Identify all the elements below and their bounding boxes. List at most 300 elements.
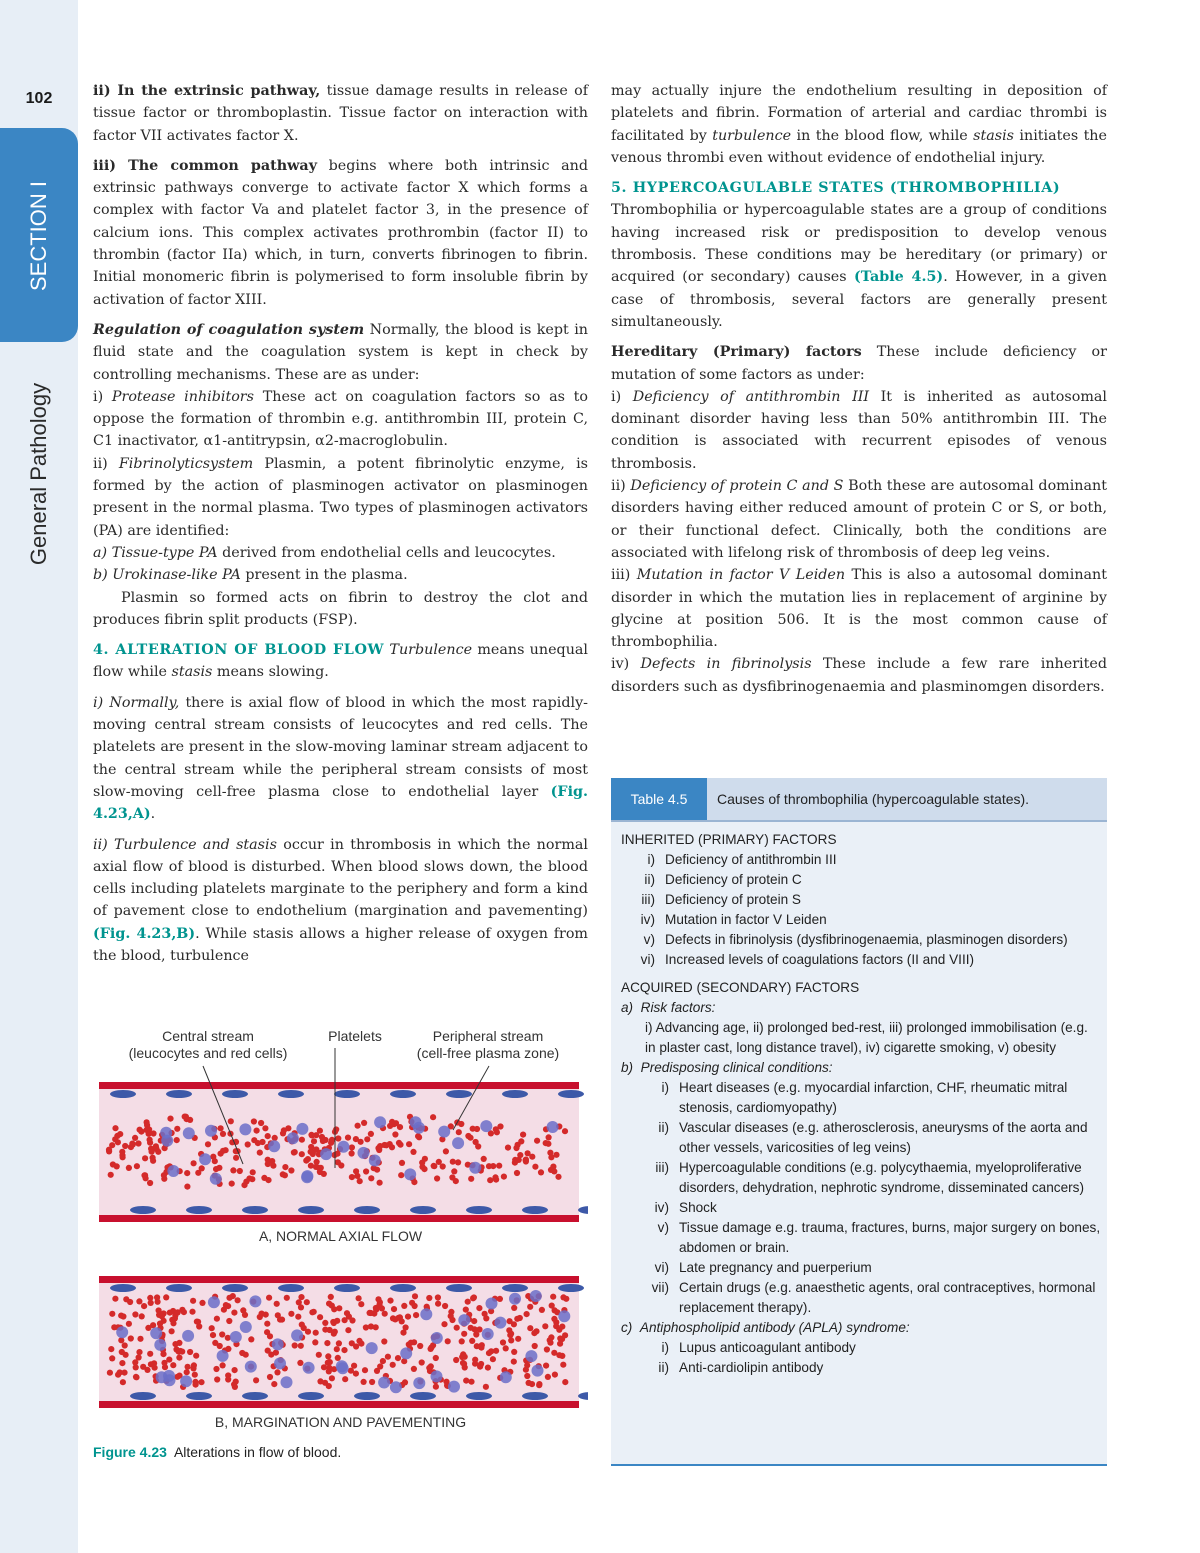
leucocyte: [291, 1329, 303, 1341]
leucocyte: [210, 1173, 222, 1185]
red-cell: [505, 1145, 511, 1151]
red-cell: [259, 1139, 265, 1145]
vessel-b-wall-top: [99, 1276, 579, 1283]
text: there is axial flow of blood in which the most rapidly-moving central stream consists of leucocytes and red cells. The platelets are present in the slow-moving laminar stream adjacent to the central stream while the peripheral stream consists of most slow-moving cell-free plasma close to endothelial layer: [93, 694, 588, 800]
leucocyte: [199, 1153, 211, 1165]
apla-list: [621, 1338, 1101, 1378]
leucocyte: [281, 1376, 293, 1388]
red-cell: [254, 1128, 260, 1134]
inherited-list: [621, 850, 1101, 970]
red-cell: [349, 1317, 355, 1323]
red-cell: [181, 1309, 187, 1315]
red-cell: [456, 1129, 462, 1135]
red-cell: [416, 1134, 422, 1140]
leucocyte: [336, 1360, 348, 1372]
lead: ii) In the extrinsic pathway,: [93, 83, 321, 99]
red-cell: [451, 1168, 457, 1174]
red-cell: [560, 1362, 566, 1368]
endothelial-cell: [466, 1392, 492, 1400]
red-cell: [492, 1174, 498, 1180]
leucocyte: [182, 1330, 194, 1342]
leucocyte: [404, 1168, 416, 1180]
figure-caption: [93, 1444, 341, 1460]
red-cell: [148, 1361, 154, 1367]
part-label: General Pathology: [26, 382, 51, 566]
red-cell: [487, 1177, 493, 1183]
leucocyte: [205, 1125, 217, 1137]
red-cell: [458, 1121, 464, 1127]
lead: Mutation in factor V Leiden: [636, 567, 846, 584]
red-cell: [150, 1130, 156, 1136]
red-cell: [185, 1364, 191, 1370]
red-cell: [114, 1133, 120, 1139]
endothelial-cell: [222, 1090, 248, 1098]
red-cell: [108, 1172, 114, 1178]
predisposing-item: [621, 1198, 1101, 1218]
red-cell: [317, 1314, 323, 1320]
item-number: ii): [658, 1360, 669, 1375]
red-cell: [114, 1163, 120, 1169]
red-cell: [356, 1295, 362, 1301]
figure-ref[interactable]: (Fig. 4.23,A): [93, 783, 588, 823]
red-cell: [322, 1327, 328, 1333]
red-cell: [338, 1162, 344, 1168]
red-cell: [375, 1296, 381, 1302]
red-cell: [552, 1372, 558, 1378]
table-header: [611, 778, 1107, 822]
red-cell: [257, 1150, 263, 1156]
red-cell: [316, 1352, 322, 1358]
endothelial-cell: [558, 1284, 584, 1292]
red-cell: [321, 1364, 327, 1370]
red-cell: [524, 1311, 530, 1317]
lead: Turbulence: [389, 642, 473, 659]
apla-heading: [621, 1318, 1101, 1338]
red-cell: [349, 1174, 355, 1180]
red-cell: [326, 1383, 332, 1389]
paragraph-continued: [611, 80, 1107, 169]
page-number: 102: [25, 90, 53, 107]
red-cell: [428, 1346, 434, 1352]
red-cell: [198, 1379, 204, 1385]
red-cell: [184, 1170, 190, 1176]
red-cell: [174, 1126, 180, 1132]
paragraph-factor-v: [611, 564, 1107, 653]
red-cell: [536, 1382, 542, 1388]
red-cell: [228, 1118, 234, 1124]
item-text: Anti-cardiolipin antibody: [679, 1360, 824, 1375]
red-cell: [508, 1337, 514, 1343]
figure-ref[interactable]: (Fig. 4.23,B): [93, 925, 196, 942]
red-cell: [282, 1164, 288, 1170]
red-cell: [311, 1138, 317, 1144]
item-text: Defects in fibrinolysis (dysfibrinogenaemia, plasminogen disorders): [665, 932, 1068, 947]
red-cell: [328, 1140, 334, 1146]
red-cell: [503, 1345, 509, 1351]
item-text: Tissue damage e.g. trauma, fractures, burns, major surgery on bones, abdomen or brain.: [679, 1220, 1101, 1255]
subheading: Risk factors:: [640, 1000, 716, 1015]
endothelial-cell: [502, 1284, 528, 1292]
red-cell: [141, 1303, 147, 1309]
red-cell: [309, 1309, 315, 1315]
item-text: Certain drugs (e.g. anaesthetic agents, oral contraceptives, hormonal replacement therapy).: [679, 1280, 1096, 1315]
num: i): [93, 388, 112, 405]
term: turbulence: [712, 127, 792, 144]
red-cell: [385, 1354, 391, 1360]
red-cell: [129, 1141, 135, 1147]
red-cell: [419, 1164, 425, 1170]
red-cell: [298, 1294, 304, 1300]
red-cell: [269, 1158, 275, 1164]
red-cell: [351, 1363, 357, 1369]
red-cell: [263, 1312, 269, 1318]
red-cell: [395, 1355, 401, 1361]
predisposing-item: [621, 1118, 1101, 1158]
leucocyte: [410, 1116, 422, 1128]
paragraph-fibrinolysis: [611, 653, 1107, 698]
leucocyte: [249, 1295, 261, 1307]
red-cell: [288, 1311, 294, 1317]
red-cell: [532, 1164, 538, 1170]
red-cell: [563, 1296, 569, 1302]
item-number: iii): [655, 1160, 669, 1175]
red-cell: [496, 1163, 502, 1169]
red-cell: [331, 1306, 337, 1312]
endothelial-cell: [390, 1284, 416, 1292]
red-cell: [544, 1346, 550, 1352]
paragraph-regulation: [93, 319, 588, 386]
red-cell: [326, 1301, 332, 1307]
figure-label: Figure 4.23: [93, 1444, 167, 1460]
red-cell: [216, 1165, 222, 1171]
red-cell: [435, 1294, 441, 1300]
leucocyte: [164, 1374, 176, 1386]
leucocyte: [458, 1314, 470, 1326]
red-cell: [562, 1128, 568, 1134]
red-cell: [308, 1144, 314, 1150]
table-body: [621, 830, 1101, 1378]
endothelial-cell: [446, 1284, 472, 1292]
lead: Deficiency of antithrombin III: [632, 388, 870, 405]
leucocyte: [431, 1332, 443, 1344]
item-text: Deficiency of protein S: [665, 892, 802, 907]
red-cell: [330, 1319, 336, 1325]
leucocyte: [420, 1308, 432, 1320]
predisposing-item: [621, 1078, 1101, 1118]
red-cell: [147, 1180, 153, 1186]
paragraph-extrinsic: [93, 80, 588, 147]
leucocyte: [438, 1126, 450, 1138]
num: iii): [611, 567, 637, 584]
red-cell: [220, 1148, 226, 1154]
red-cell: [341, 1347, 347, 1353]
endothelial-cell: [446, 1090, 472, 1098]
leucocyte: [183, 1127, 195, 1139]
predisposing-list: [621, 1078, 1101, 1318]
inherited-item: [621, 890, 1101, 910]
red-cell: [450, 1159, 456, 1165]
item-text: Shock: [679, 1200, 717, 1215]
red-cell: [163, 1294, 169, 1300]
red-cell: [551, 1316, 557, 1322]
leucocyte: [296, 1123, 308, 1135]
red-cell: [195, 1170, 201, 1176]
text: These include deficiency or mutation of some factors as under:: [611, 344, 1107, 383]
leucocyte: [480, 1120, 492, 1132]
endothelial-cell: [390, 1090, 416, 1098]
red-cell: [345, 1327, 351, 1333]
item-number: vii): [651, 1280, 669, 1295]
red-cell: [299, 1322, 305, 1328]
red-cell: [363, 1168, 369, 1174]
red-cell: [183, 1114, 189, 1120]
endothelial-cell: [522, 1392, 548, 1400]
predisposing-item: [621, 1258, 1101, 1278]
leucocyte: [558, 1310, 570, 1322]
red-cell: [223, 1302, 229, 1308]
red-cell: [520, 1132, 526, 1138]
red-cell: [441, 1321, 447, 1327]
table-bottom-rule: [611, 1464, 1107, 1466]
text: tissue damage results in release of tissue factor or thromboplastin. Tissue factor on interaction with factor VII activates factor X.: [93, 83, 589, 144]
red-cell: [312, 1339, 318, 1345]
red-cell: [413, 1312, 419, 1318]
red-cell: [232, 1367, 238, 1373]
red-cell: [187, 1349, 193, 1355]
red-cell: [555, 1174, 561, 1180]
red-cell: [533, 1328, 539, 1334]
red-cell: [179, 1349, 185, 1355]
red-cell: [128, 1335, 134, 1341]
paragraph-fibrinolytic: [93, 453, 588, 542]
red-cell: [512, 1157, 518, 1163]
red-cell: [361, 1120, 367, 1126]
red-cell: [445, 1338, 451, 1344]
inherited-heading: INHERITED (PRIMARY) FACTORS: [621, 832, 837, 847]
red-cell: [551, 1168, 557, 1174]
leucocyte: [272, 1338, 284, 1350]
red-cell: [149, 1149, 155, 1155]
red-cell: [267, 1374, 273, 1380]
leucocyte: [378, 1377, 390, 1389]
red-cell: [342, 1317, 348, 1323]
red-cell: [556, 1352, 562, 1358]
red-cell: [547, 1340, 553, 1346]
red-cell: [527, 1325, 533, 1331]
red-cell: [160, 1351, 166, 1357]
leucocyte: [268, 1140, 280, 1152]
red-cell: [271, 1381, 277, 1387]
vessel-a-wall-top: [99, 1082, 579, 1089]
red-cell: [431, 1163, 437, 1169]
leucocyte: [239, 1123, 251, 1135]
leucocyte: [448, 1381, 460, 1393]
red-cell: [532, 1343, 538, 1349]
red-cell: [140, 1364, 146, 1370]
red-cell: [295, 1314, 301, 1320]
red-cell: [471, 1294, 477, 1300]
num: i): [93, 694, 110, 711]
red-cell: [150, 1158, 156, 1164]
red-cell: [543, 1363, 549, 1369]
paragraph-hereditary: [611, 341, 1107, 386]
red-cell: [136, 1298, 142, 1304]
red-cell: [205, 1141, 211, 1147]
red-cell: [172, 1341, 178, 1347]
red-cell: [326, 1365, 332, 1371]
red-cell: [192, 1372, 198, 1378]
leucocyte: [150, 1327, 162, 1339]
text: means slowing.: [212, 664, 329, 681]
red-cell: [335, 1135, 341, 1141]
red-cell: [392, 1131, 398, 1137]
leucocyte: [413, 1377, 425, 1389]
text: means unequal flow while: [93, 642, 588, 681]
red-cell: [358, 1341, 364, 1347]
num: ii): [611, 478, 631, 495]
red-cell: [299, 1137, 305, 1143]
lead: Fibrinolyticsystem: [118, 455, 254, 472]
leucocyte: [390, 1381, 402, 1393]
red-cell: [262, 1125, 268, 1131]
red-cell: [320, 1138, 326, 1144]
endothelial-cell: [334, 1284, 360, 1292]
red-cell: [120, 1313, 126, 1319]
num: ii): [93, 836, 114, 853]
red-cell: [292, 1149, 298, 1155]
item-number: i): [647, 852, 655, 867]
red-cell: [376, 1147, 382, 1153]
predisposing-item: [621, 1218, 1101, 1258]
red-cell: [318, 1165, 324, 1171]
lead: Tissue-type PA: [111, 544, 218, 561]
leucocyte: [338, 1141, 350, 1153]
red-cell: [390, 1315, 396, 1321]
red-cell: [184, 1184, 190, 1190]
term: stasis: [973, 127, 1014, 144]
text: These act on coagulation factors so as to oppose the formation of thrombin e.g. antithrombin III, protein C, C1 inactivator, α1-antitrypsin, α2-macroglobulin.: [93, 388, 588, 450]
red-cell: [422, 1156, 428, 1162]
red-cell: [132, 1311, 138, 1317]
text: initiates the venous thrombi even without evidence of endothelial injury.: [611, 127, 1107, 166]
red-cell: [162, 1364, 168, 1370]
red-cell: [273, 1350, 279, 1356]
red-cell: [280, 1130, 286, 1136]
red-cell: [553, 1323, 559, 1329]
num: a): [93, 544, 112, 561]
red-cell: [309, 1132, 315, 1138]
red-cell: [401, 1303, 407, 1309]
endothelial-cell: [278, 1090, 304, 1098]
red-cell: [251, 1137, 257, 1143]
leucocyte: [245, 1361, 257, 1373]
leucocyte: [369, 1155, 381, 1167]
red-cell: [327, 1359, 333, 1365]
heading-hypercoagulable: 5. HYPERCOAGULABLE STATES (THROMBOPHILIA): [611, 180, 1061, 197]
red-cell: [514, 1170, 520, 1176]
text: Both these are autosomal dominant disorders having either reduced amount of protein C or S, or both, or their functional defect. Clinically, both the conditions are associated with lifelong risk of thrombosis of deep leg veins.: [611, 478, 1107, 561]
red-cell: [459, 1354, 465, 1360]
endothelial-cell: [578, 1206, 588, 1214]
red-cell: [167, 1116, 173, 1122]
right-column: [611, 80, 1107, 698]
label-platelets: Platelets: [328, 1028, 382, 1044]
leucocyte: [160, 1127, 172, 1139]
red-cell: [361, 1379, 367, 1385]
red-cell: [304, 1299, 310, 1305]
red-cell: [397, 1142, 403, 1148]
paragraph-common: [93, 155, 588, 311]
red-cell: [460, 1360, 466, 1366]
red-cell: [161, 1172, 167, 1178]
red-cell: [369, 1379, 375, 1385]
red-cell: [193, 1353, 199, 1359]
lead: Protease inhibitors: [111, 388, 254, 405]
leucocyte: [154, 1339, 166, 1351]
red-cell: [212, 1340, 218, 1346]
red-cell: [473, 1139, 479, 1145]
leucocyte: [469, 1162, 481, 1174]
red-cell: [481, 1156, 487, 1162]
red-cell: [334, 1346, 340, 1352]
red-cell: [515, 1142, 521, 1148]
red-cell: [265, 1348, 271, 1354]
red-cell: [176, 1355, 182, 1361]
endothelial-cell: [558, 1090, 584, 1098]
red-cell: [303, 1158, 309, 1164]
red-cell: [230, 1167, 236, 1173]
red-cell: [322, 1320, 328, 1326]
red-cell: [120, 1379, 126, 1385]
red-cell: [511, 1349, 517, 1355]
acquired-heading: ACQUIRED (SECONDARY) FACTORS: [621, 980, 860, 995]
text: . While stasis allows a higher release of oxygen from the blood, turbulence: [93, 925, 588, 964]
paragraph-urokinase-pa: [93, 564, 588, 586]
lead: Hereditary (Primary) factors: [611, 344, 862, 361]
endothelial-cell: [278, 1284, 304, 1292]
red-cell: [220, 1131, 226, 1137]
red-cell: [442, 1303, 448, 1309]
panel-margination: [99, 1276, 588, 1408]
red-cell: [349, 1340, 355, 1346]
leucocyte: [208, 1296, 220, 1308]
red-cell: [465, 1299, 471, 1305]
red-cell: [349, 1144, 355, 1150]
red-cell: [194, 1319, 200, 1325]
endothelial-cell: [354, 1392, 380, 1400]
text: in the blood flow, while: [791, 127, 974, 144]
table-ref[interactable]: (Table 4.5): [853, 269, 944, 286]
inherited-item: [621, 850, 1101, 870]
red-cell: [214, 1316, 220, 1322]
red-cell: [382, 1311, 388, 1317]
red-cell: [243, 1352, 249, 1358]
endothelial-cell: [298, 1206, 324, 1214]
lead: Urokinase-like PA: [112, 567, 241, 584]
red-cell: [189, 1309, 195, 1315]
figure-4-23: [93, 1022, 588, 1442]
red-cell: [357, 1178, 363, 1184]
red-cell: [389, 1144, 395, 1150]
red-cell: [232, 1384, 238, 1390]
heading: 4. ALTERATION OF BLOOD FLOW: [93, 642, 385, 659]
red-cell: [345, 1135, 351, 1141]
red-cell: [406, 1141, 412, 1147]
red-cell: [250, 1169, 256, 1175]
red-cell: [248, 1336, 254, 1342]
item-text: Deficiency of protein C: [665, 872, 802, 887]
endothelial-cell: [186, 1392, 212, 1400]
